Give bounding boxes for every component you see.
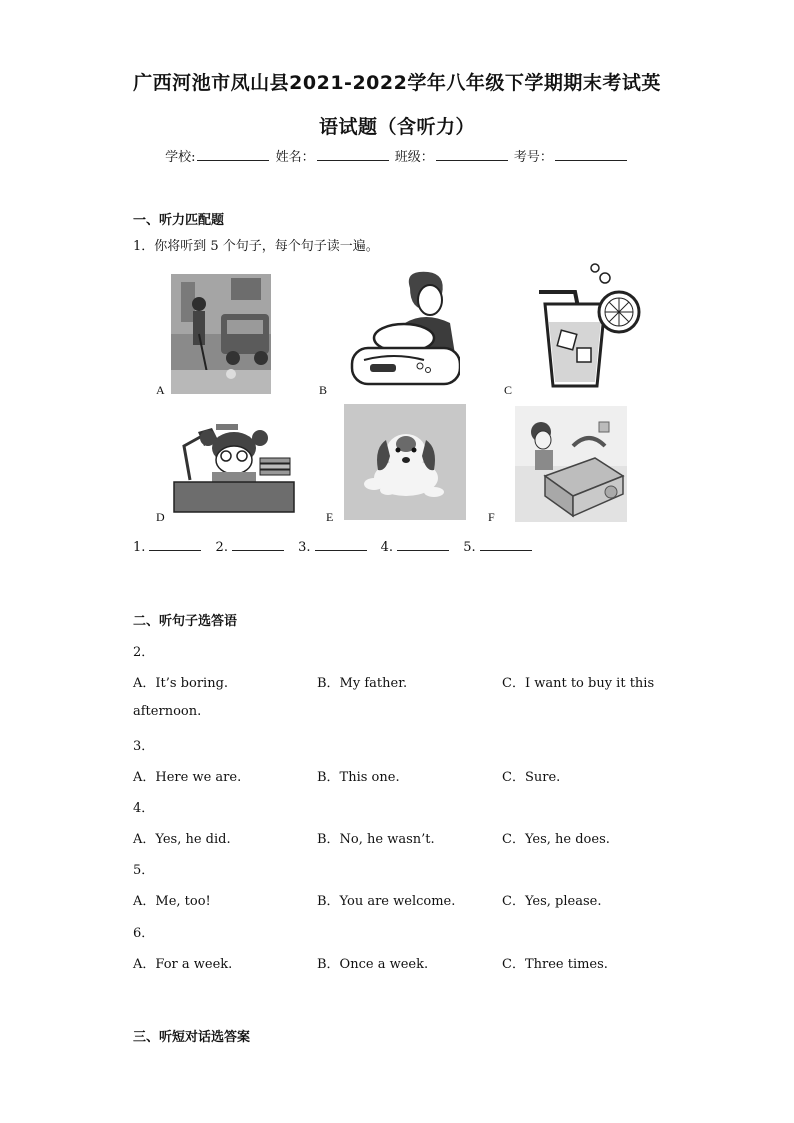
answer-number-5: 5. [463, 540, 476, 555]
picture-letter-a: A [156, 383, 165, 397]
exam-no-label: 考号： [513, 150, 553, 165]
question-number: 3． [133, 739, 155, 754]
picture-letter-c: C [504, 383, 513, 397]
answer-blank-1[interactable] [149, 538, 201, 551]
option-b: B．No, he wasn’t. [317, 832, 435, 847]
question-number: 5． [133, 863, 155, 878]
option-c: C．Yes, please. [502, 894, 602, 909]
page-title-line-2: 语试题（含听力） [318, 116, 475, 138]
option-a: A．It’s boring. [133, 676, 229, 691]
option-a: A．Here we are. [133, 770, 242, 785]
option-b: B．This one. [317, 770, 400, 785]
option-c: C．Three times. [502, 957, 608, 972]
answer-blank-5[interactable] [480, 538, 532, 551]
option-c-continuation: afternoon. [133, 704, 202, 719]
class-label: 班级： [394, 150, 434, 165]
answer-number-1: 1. [133, 540, 146, 555]
answer-blank-3[interactable] [315, 538, 367, 551]
school-blank[interactable] [197, 148, 269, 161]
picture-letter-d: D [156, 510, 165, 524]
option-a: A．For a week. [133, 957, 233, 972]
picture-letter-b: B [319, 383, 328, 397]
option-c: C．Sure. [502, 770, 561, 785]
school-label: 学校: [165, 150, 196, 165]
option-a: A．Me, too! [133, 894, 211, 909]
question-number: 4． [133, 801, 155, 816]
answer-number-4: 4. [380, 540, 394, 555]
picture-letter-f: F [488, 510, 495, 524]
picture-f-making-bed [515, 406, 627, 522]
answer-number-2: 2. [215, 540, 228, 555]
picture-letter-e: E [326, 510, 334, 524]
option-c: C．Yes, he does. [502, 832, 610, 847]
option-b: B．My father. [317, 676, 408, 691]
picture-c-juice [535, 262, 645, 392]
page-title-line-1: 广西河池市凤山县2021-2022学年八年级下学期期末考试英 [133, 72, 661, 94]
class-blank[interactable] [436, 148, 508, 161]
answer-blank-4[interactable] [397, 538, 449, 551]
student-info-row [0, 146, 794, 165]
picture-b-washing-dishes [350, 268, 460, 390]
option-a: A．Yes, he did. [133, 832, 231, 847]
section-1-instruction: 1．你将听到 5 个句子，每个句子读一遍。 [133, 239, 379, 254]
option-c: C．I want to buy it this [502, 676, 655, 691]
matching-answer-row [133, 538, 542, 555]
name-blank[interactable] [317, 148, 389, 161]
picture-d-studying [172, 418, 296, 518]
answer-blank-2[interactable] [232, 538, 284, 551]
picture-e-dog [344, 404, 466, 520]
answer-number-3: 3. [298, 540, 311, 555]
section-2-heading: 二、听句子选答语 [133, 614, 238, 629]
name-label: 姓名： [275, 150, 315, 165]
exam-no-blank[interactable] [555, 148, 627, 161]
section-1-heading: 一、听力匹配题 [133, 213, 225, 228]
question-number: 2． [133, 645, 155, 660]
section-3-heading: 三、听短对话选答案 [133, 1030, 251, 1045]
option-b: B．Once a week. [317, 957, 429, 972]
option-b: B．You are welcome. [317, 894, 456, 909]
picture-a-sweeping [171, 274, 271, 394]
question-number: 6． [133, 926, 155, 941]
